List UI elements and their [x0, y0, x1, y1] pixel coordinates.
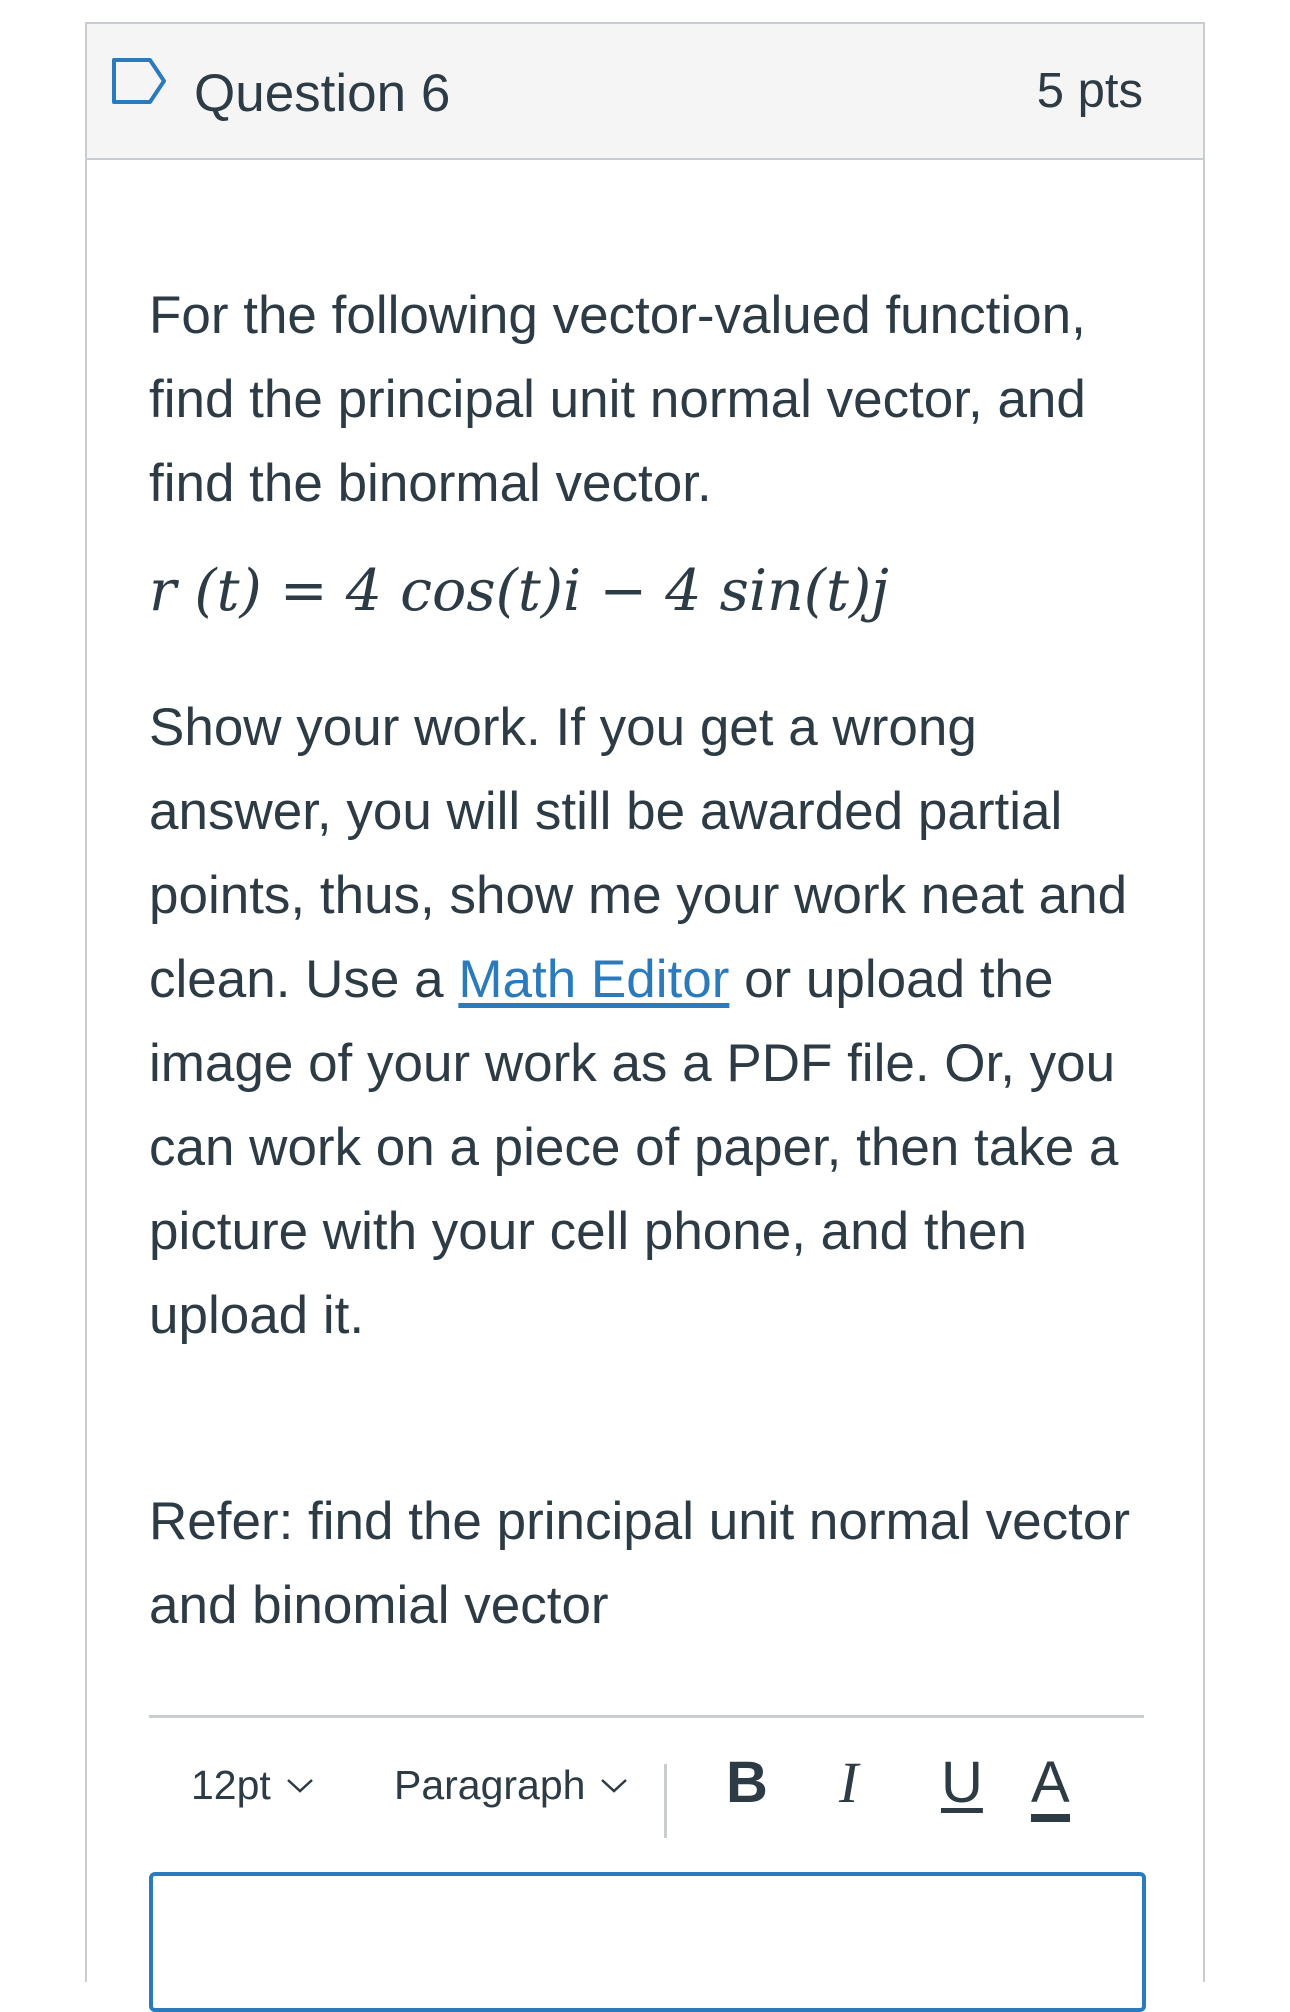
chevron-down-icon	[599, 1776, 629, 1796]
bold-button[interactable]: B	[726, 1750, 768, 1815]
block-format-dropdown[interactable]	[394, 1762, 629, 1809]
question-card	[85, 22, 1205, 1982]
editor-toolbar	[149, 1724, 1144, 1844]
question-header	[87, 24, 1203, 160]
vector-function-formula	[149, 558, 889, 624]
text-color-button[interactable]: A	[1031, 1754, 1070, 1822]
underline-button[interactable]: U	[941, 1750, 983, 1815]
question-text-intro: For the following vector-valued function, find the principal unit normal vector, and find the binormal vector.	[149, 286, 1086, 513]
answer-editor[interactable]	[149, 1872, 1146, 2012]
math-editor-link[interactable]: Math Editor	[458, 950, 730, 1009]
font-size-value: 12pt	[191, 1762, 271, 1808]
question-title: Question 6	[194, 64, 451, 123]
italic-button[interactable]: I	[839, 1750, 859, 1815]
instructions-text-1: Show your work. If you get a wrong answer, you will still be awarded partial points, thus, show me your work neat and clean. Use a	[149, 698, 1128, 1009]
question-text-refer: Refer: find the principal unit normal vector and binomial vector	[149, 1492, 1130, 1635]
question-text-instructions	[149, 686, 1149, 1358]
instructions-text-2: or upload the image of your work as a PDF file. Or, you can work on a piece of paper, then take a picture with your cell phone, and then upload it.	[149, 950, 1119, 1345]
toolbar-divider	[149, 1715, 1144, 1718]
font-size-dropdown[interactable]	[191, 1762, 315, 1809]
flag-question-icon[interactable]	[110, 56, 170, 106]
formula-text: r (t) = 4 cos(t)i − 4 sin(t)j	[149, 558, 889, 624]
chevron-down-icon	[285, 1776, 315, 1796]
block-format-value: Paragraph	[394, 1762, 586, 1808]
toolbar-separator	[664, 1764, 667, 1838]
question-points: 5 pts	[1036, 64, 1143, 118]
